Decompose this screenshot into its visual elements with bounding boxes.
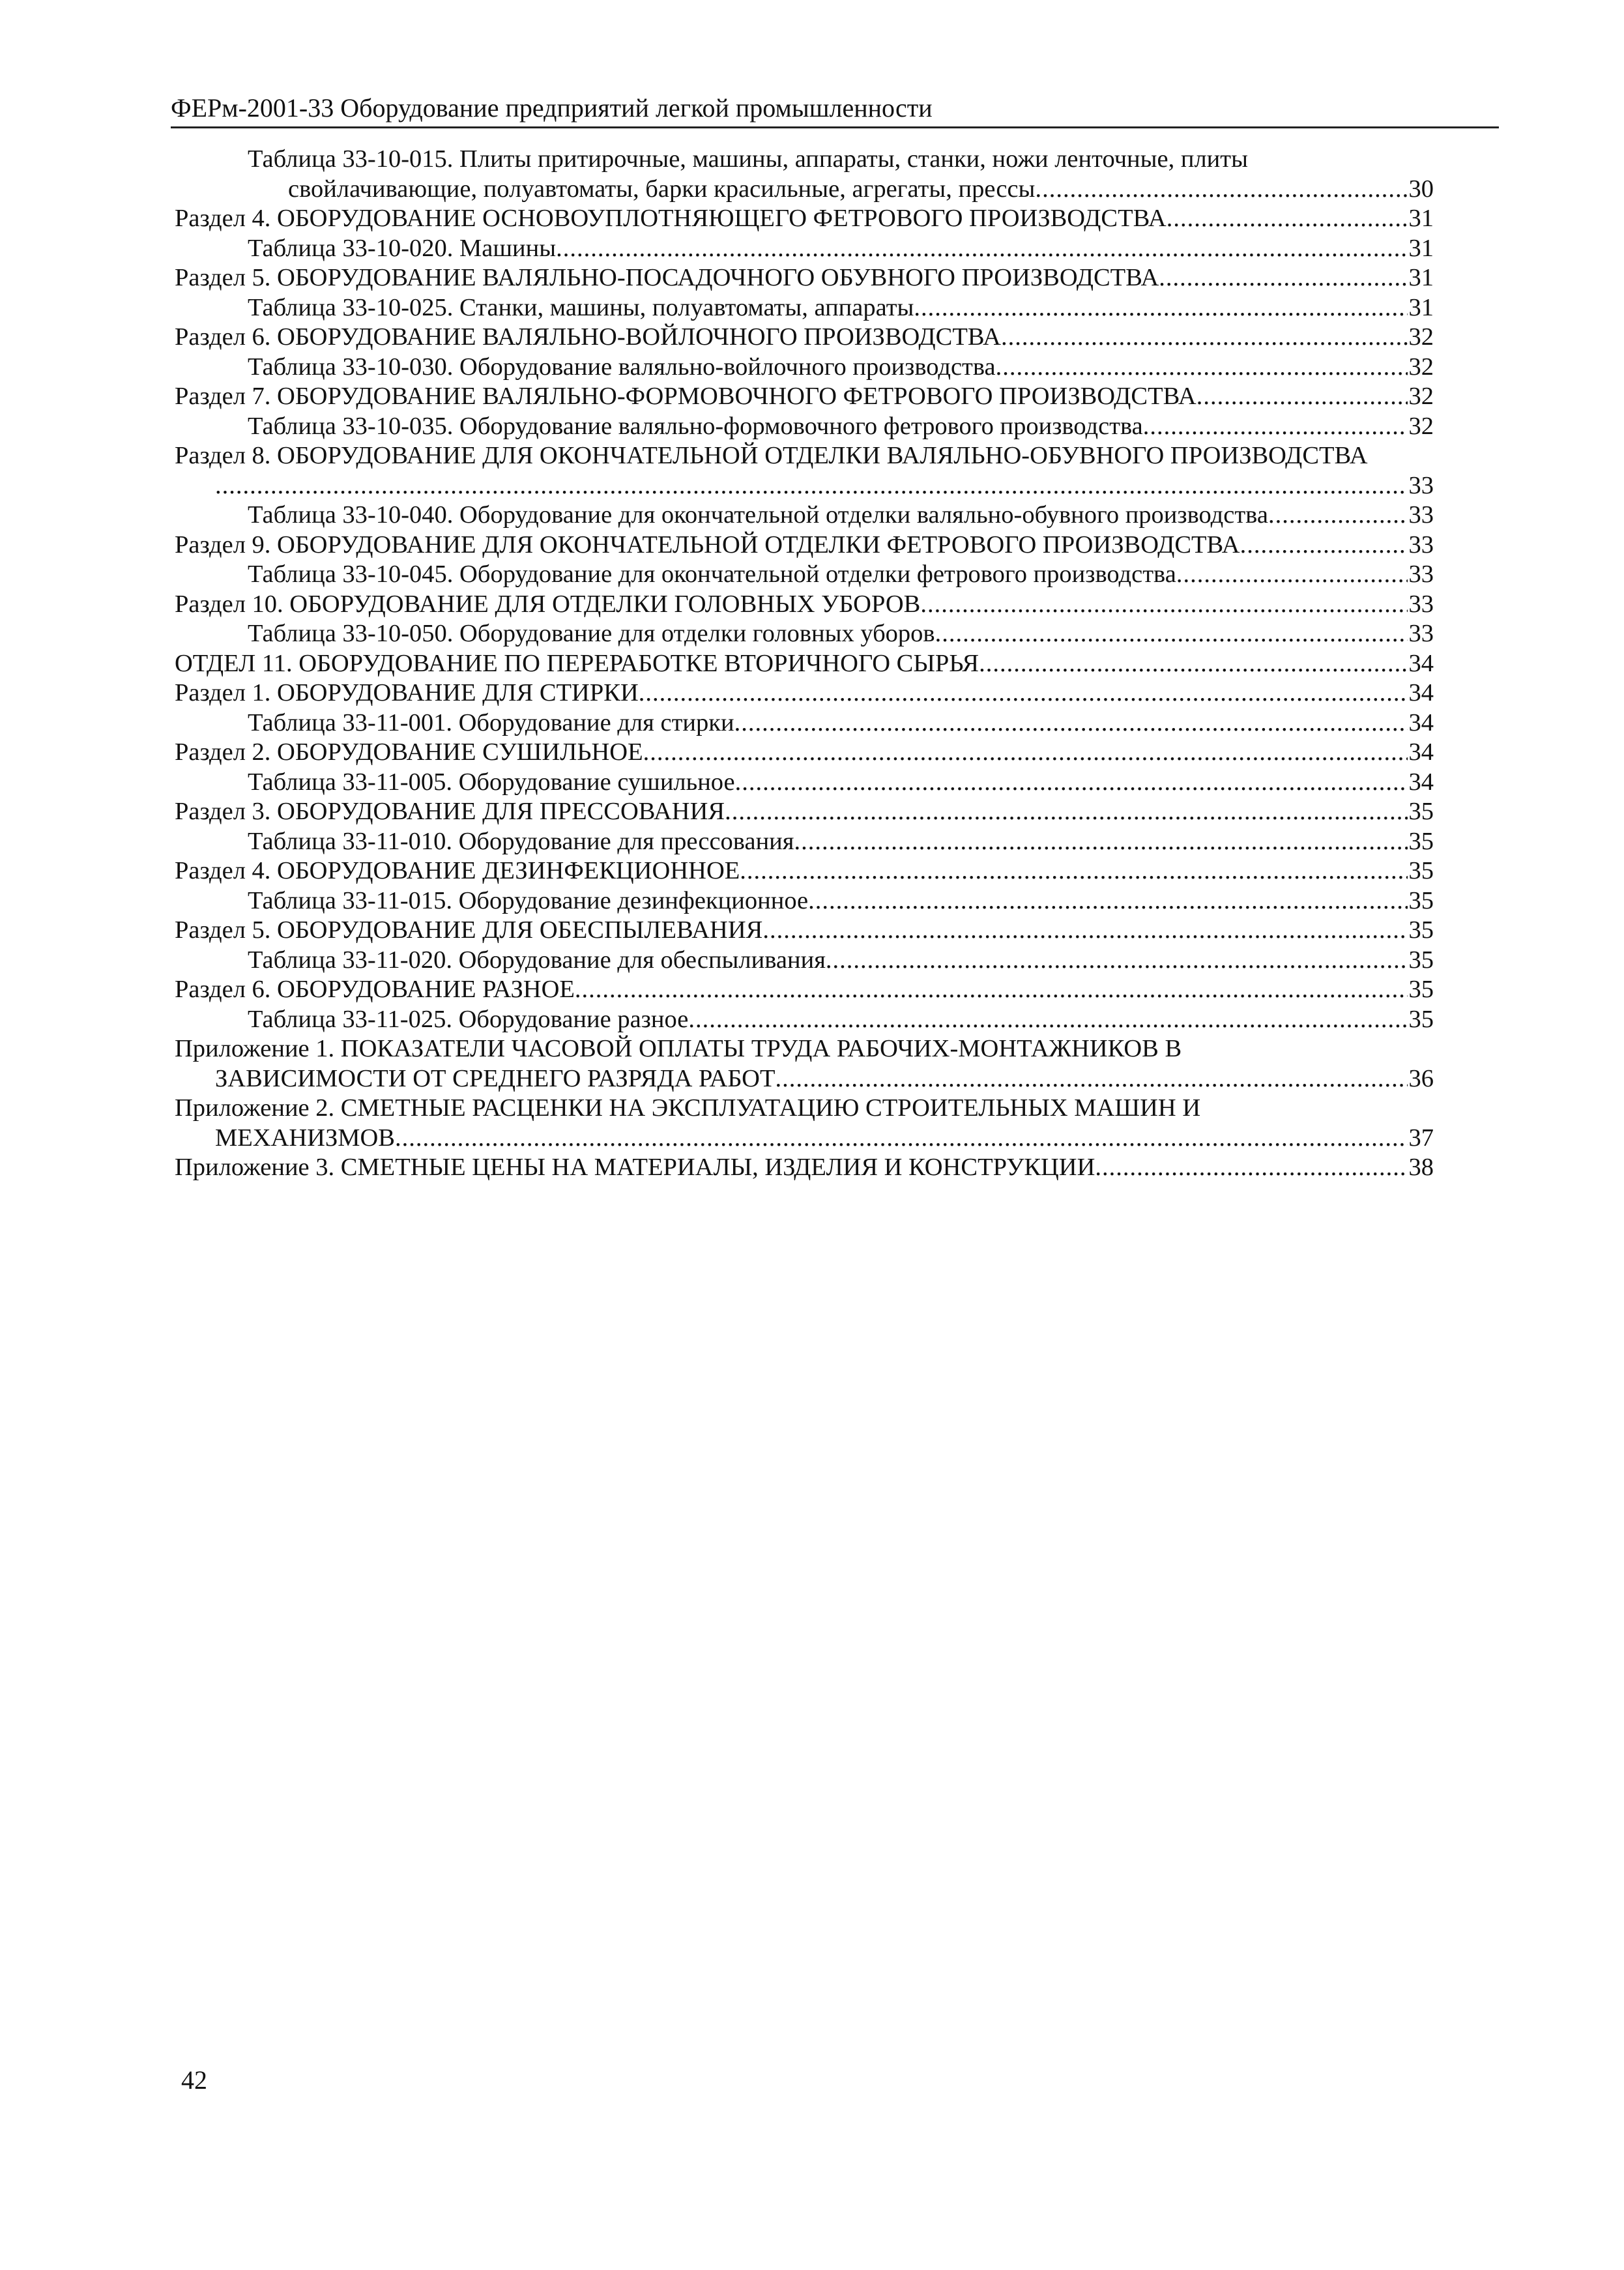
toc-page-number: 33 bbox=[1408, 501, 1434, 529]
toc-entry[interactable] bbox=[175, 412, 1434, 442]
toc-page-number: 34 bbox=[1408, 768, 1434, 796]
toc-leader-dots bbox=[735, 768, 1408, 798]
toc-leader-dots bbox=[794, 827, 1407, 857]
toc-leader-dots bbox=[725, 797, 1407, 827]
toc-entry-text: Таблица 33-10-020. Машины bbox=[248, 234, 557, 262]
toc-entry-text: Раздел 1. ОБОРУДОВАНИЕ ДЛЯ СТИРКИ bbox=[175, 679, 639, 706]
toc-page-number: 31 bbox=[1408, 205, 1434, 232]
toc-entry-text: Раздел 5. ОБОРУДОВАНИЕ ДЛЯ ОБЕСПЫЛЕВАНИЯ bbox=[175, 916, 763, 944]
toc-entry[interactable] bbox=[175, 738, 1434, 768]
toc-page-number: 35 bbox=[1408, 1005, 1434, 1033]
toc-entry-text: Приложение 1. ПОКАЗАТЕЛИ ЧАСОВОЙ ОПЛАТЫ ТРУДА РАБОЧИХ-МОНТАЖНИКОВ В bbox=[175, 1035, 1182, 1062]
toc-entry[interactable] bbox=[175, 886, 1434, 916]
toc-entry[interactable] bbox=[175, 204, 1434, 234]
toc-entry-text: Раздел 3. ОБОРУДОВАНИЕ ДЛЯ ПРЕССОВАНИЯ bbox=[175, 798, 725, 825]
toc-page-number: 38 bbox=[1408, 1154, 1434, 1181]
toc-entry[interactable] bbox=[175, 1034, 1434, 1094]
toc-entry-text: Таблица 33-10-040. Оборудование для окончательной отделки валяльно-обувного производства bbox=[248, 501, 1268, 529]
toc-page-number: 34 bbox=[1408, 738, 1434, 766]
toc-page-number: 35 bbox=[1408, 916, 1434, 944]
toc-entry[interactable] bbox=[175, 678, 1434, 708]
toc-leader-dots bbox=[920, 590, 1407, 620]
toc-page-number: 32 bbox=[1408, 353, 1434, 381]
toc-entry[interactable] bbox=[175, 501, 1434, 531]
toc-entry-text: Раздел 2. ОБОРУДОВАНИЕ СУШИЛЬНОЕ bbox=[175, 738, 643, 766]
toc-leader-dots bbox=[1268, 501, 1408, 531]
toc-entry[interactable] bbox=[175, 531, 1434, 560]
toc-page-number: 33 bbox=[1408, 590, 1434, 618]
toc-entry-text: Раздел 6. ОБОРУДОВАНИЕ РАЗНОЕ bbox=[175, 976, 575, 1003]
toc-page-number: 31 bbox=[1408, 234, 1434, 262]
toc-page-number: 34 bbox=[1408, 679, 1434, 706]
toc-page-number: 37 bbox=[1408, 1124, 1434, 1152]
toc-leader-dots bbox=[808, 886, 1407, 916]
toc-leader-dots bbox=[996, 353, 1408, 383]
toc-entry-text: Таблица 33-11-001. Оборудование для стирки bbox=[248, 708, 734, 736]
toc-entry[interactable] bbox=[175, 145, 1434, 204]
toc-leader-dots bbox=[979, 649, 1407, 679]
toc-page-number: 31 bbox=[1408, 293, 1434, 321]
toc-page-number: 32 bbox=[1408, 412, 1434, 440]
toc-leader-dots bbox=[762, 916, 1407, 946]
toc-entry-text: Таблица 33-10-050. Оборудование для отделки головных уборов bbox=[248, 620, 935, 647]
toc-page-number: 30 bbox=[1408, 175, 1434, 203]
toc-entry[interactable] bbox=[175, 856, 1434, 886]
toc-entry[interactable] bbox=[175, 234, 1434, 264]
toc-entry-text: свойлачивающие, полуавтоматы, барки красильные, агрегаты, прессы bbox=[288, 175, 1036, 203]
toc-leader-dots bbox=[1196, 382, 1408, 412]
toc-page-number: 35 bbox=[1408, 976, 1434, 1003]
toc-entry-text: Таблица 33-11-015. Оборудование дезинфекционное bbox=[248, 886, 809, 914]
toc-entry[interactable] bbox=[175, 827, 1434, 857]
toc-leader-dots bbox=[395, 1124, 1408, 1154]
toc-leader-dots bbox=[740, 856, 1407, 886]
toc-leader-dots bbox=[1001, 323, 1408, 353]
toc-page-number: 35 bbox=[1408, 857, 1434, 884]
toc-page-number: 31 bbox=[1408, 264, 1434, 291]
toc-entry-text: Раздел 4. ОБОРУДОВАНИЕ ДЕЗИНФЕКЦИОННОЕ bbox=[175, 857, 740, 884]
toc-page-number: 35 bbox=[1408, 886, 1434, 914]
toc-leader-dots bbox=[1035, 175, 1407, 205]
toc-leader-dots bbox=[1095, 1153, 1407, 1183]
toc-entry[interactable] bbox=[175, 916, 1434, 946]
toc-entry[interactable] bbox=[175, 1005, 1434, 1035]
toc-entry[interactable] bbox=[175, 797, 1434, 827]
toc-entry-text: Раздел 8. ОБОРУДОВАНИЕ ДЛЯ ОКОНЧАТЕЛЬНОЙ ОТДЕЛКИ ВАЛЯЛЬНО-ОБУВНОГО ПРОИЗВОДСТВА bbox=[175, 442, 1368, 469]
toc-leader-dots bbox=[688, 1005, 1407, 1035]
toc-entry-text: Таблица 33-11-010. Оборудование для прессования bbox=[248, 827, 794, 855]
toc-entry-text: Приложение 3. СМЕТНЫЕ ЦЕНЫ НА МАТЕРИАЛЫ, ИЗДЕЛИЯ И КОНСТРУКЦИИ bbox=[175, 1154, 1095, 1181]
toc-page-number: 36 bbox=[1408, 1064, 1434, 1092]
toc-entry[interactable] bbox=[175, 1094, 1434, 1153]
toc-entry-text: Раздел 10. ОБОРУДОВАНИЕ ДЛЯ ОТДЕЛКИ ГОЛОВНЫХ УБОРОВ bbox=[175, 590, 921, 618]
toc-entry[interactable] bbox=[175, 649, 1434, 679]
toc-entry-text: Таблица 33-11-005. Оборудование сушильное bbox=[248, 768, 735, 796]
toc-entry[interactable] bbox=[175, 323, 1434, 353]
toc-page-number: 35 bbox=[1408, 798, 1434, 825]
toc-entry-text: Таблица 33-11-025. Оборудование разное bbox=[248, 1005, 689, 1033]
toc-entry-text: Таблица 33-10-030. Оборудование валяльно-войлочного производства bbox=[248, 353, 996, 381]
toc-entry-text: Таблица 33-11-020. Оборудование для обеспыливания bbox=[248, 946, 826, 974]
toc-entry-text: МЕХАНИЗМОВ bbox=[215, 1124, 395, 1152]
toc-page-number: 33 bbox=[1408, 471, 1434, 499]
toc-entry[interactable] bbox=[175, 560, 1434, 590]
toc-entry[interactable] bbox=[175, 382, 1434, 412]
header-title: ФЕРм-2001-33 Оборудование предприятий легкой промышленности bbox=[171, 93, 933, 123]
toc-leader-dots bbox=[826, 946, 1408, 976]
toc-entry[interactable] bbox=[175, 975, 1434, 1005]
toc-entry[interactable] bbox=[175, 768, 1434, 798]
toc-entry-text: Раздел 5. ОБОРУДОВАНИЕ ВАЛЯЛЬНО-ПОСАДОЧНОГО ОБУВНОГО ПРОИЗВОДСТВА bbox=[175, 264, 1159, 291]
toc-leader-dots bbox=[1176, 560, 1408, 590]
toc-entry[interactable] bbox=[175, 946, 1434, 976]
toc-leader-dots bbox=[914, 293, 1407, 323]
table-of-contents bbox=[175, 145, 1434, 1183]
toc-page-number: 34 bbox=[1408, 708, 1434, 736]
toc-leader-dots bbox=[1159, 263, 1407, 293]
toc-leader-dots bbox=[575, 975, 1408, 1005]
toc-entry[interactable] bbox=[175, 263, 1434, 293]
toc-entry[interactable] bbox=[175, 619, 1434, 649]
toc-leader-dots bbox=[556, 234, 1407, 264]
toc-page-number: 32 bbox=[1408, 323, 1434, 351]
toc-leader-dots bbox=[639, 678, 1408, 708]
toc-entry-text: Раздел 7. ОБОРУДОВАНИЕ ВАЛЯЛЬНО-ФОРМОВОЧНОГО ФЕТРОВОГО ПРОИЗВОДСТВА bbox=[175, 383, 1196, 410]
toc-entry[interactable] bbox=[175, 441, 1434, 501]
toc-page-number: 35 bbox=[1408, 827, 1434, 855]
toc-entry-text: Раздел 4. ОБОРУДОВАНИЕ ОСНОВОУПЛОТНЯЮЩЕГО ФЕТРОВОГО ПРОИЗВОДСТВА bbox=[175, 205, 1167, 232]
toc-page-number: 33 bbox=[1408, 531, 1434, 559]
toc-entry-text: Таблица 33-10-045. Оборудование для окончательной отделки фетрового производства bbox=[248, 560, 1176, 588]
toc-entry-text: Раздел 9. ОБОРУДОВАНИЕ ДЛЯ ОКОНЧАТЕЛЬНОЙ ОТДЕЛКИ ФЕТРОВОГО ПРОИЗВОДСТВА bbox=[175, 531, 1240, 559]
toc-leader-dots bbox=[215, 471, 1408, 501]
toc-leader-dots bbox=[775, 1064, 1407, 1094]
toc-leader-dots bbox=[643, 738, 1408, 768]
toc-leader-dots bbox=[734, 708, 1408, 738]
toc-entry-text: ОТДЕЛ 11. ОБОРУДОВАНИЕ ПО ПЕРЕРАБОТКЕ ВТОРИЧНОГО СЫРЬЯ bbox=[175, 649, 979, 677]
toc-entry[interactable] bbox=[175, 353, 1434, 383]
toc-entry-text: Таблица 33-10-035. Оборудование валяльно-формовочного фетрового производства bbox=[248, 412, 1143, 440]
toc-leader-dots bbox=[1143, 412, 1408, 442]
toc-entry[interactable] bbox=[175, 1153, 1434, 1183]
toc-entry-text: ЗАВИСИМОСТИ ОТ СРЕДНЕГО РАЗРЯДА РАБОТ bbox=[215, 1064, 776, 1092]
toc-leader-dots bbox=[1240, 531, 1408, 560]
toc-page-number: 33 bbox=[1408, 620, 1434, 647]
toc-entry[interactable] bbox=[175, 293, 1434, 323]
toc-leader-dots bbox=[1167, 204, 1408, 234]
toc-entry[interactable] bbox=[175, 708, 1434, 738]
toc-entry-text: Приложение 2. СМЕТНЫЕ РАСЦЕНКИ НА ЭКСПЛУАТАЦИЮ СТРОИТЕЛЬНЫХ МАШИН И bbox=[175, 1094, 1201, 1122]
toc-page-number: 35 bbox=[1408, 946, 1434, 974]
toc-entry-text: Таблица 33-10-015. Плиты притирочные, машины, аппараты, станки, ножи ленточные, плиты bbox=[248, 145, 1248, 173]
toc-entry-text: Раздел 6. ОБОРУДОВАНИЕ ВАЛЯЛЬНО-ВОЙЛОЧНОГО ПРОИЗВОДСТВА bbox=[175, 323, 1001, 351]
toc-page-number: 33 bbox=[1408, 560, 1434, 588]
toc-page-number: 34 bbox=[1408, 649, 1434, 677]
page-number: 42 bbox=[181, 2065, 207, 2095]
toc-entry[interactable] bbox=[175, 590, 1434, 620]
toc-leader-dots bbox=[935, 619, 1408, 649]
running-header bbox=[171, 90, 1499, 128]
toc-page-number: 32 bbox=[1408, 383, 1434, 410]
toc-entry-text: Таблица 33-10-025. Станки, машины, полуавтоматы, аппараты bbox=[248, 293, 914, 321]
